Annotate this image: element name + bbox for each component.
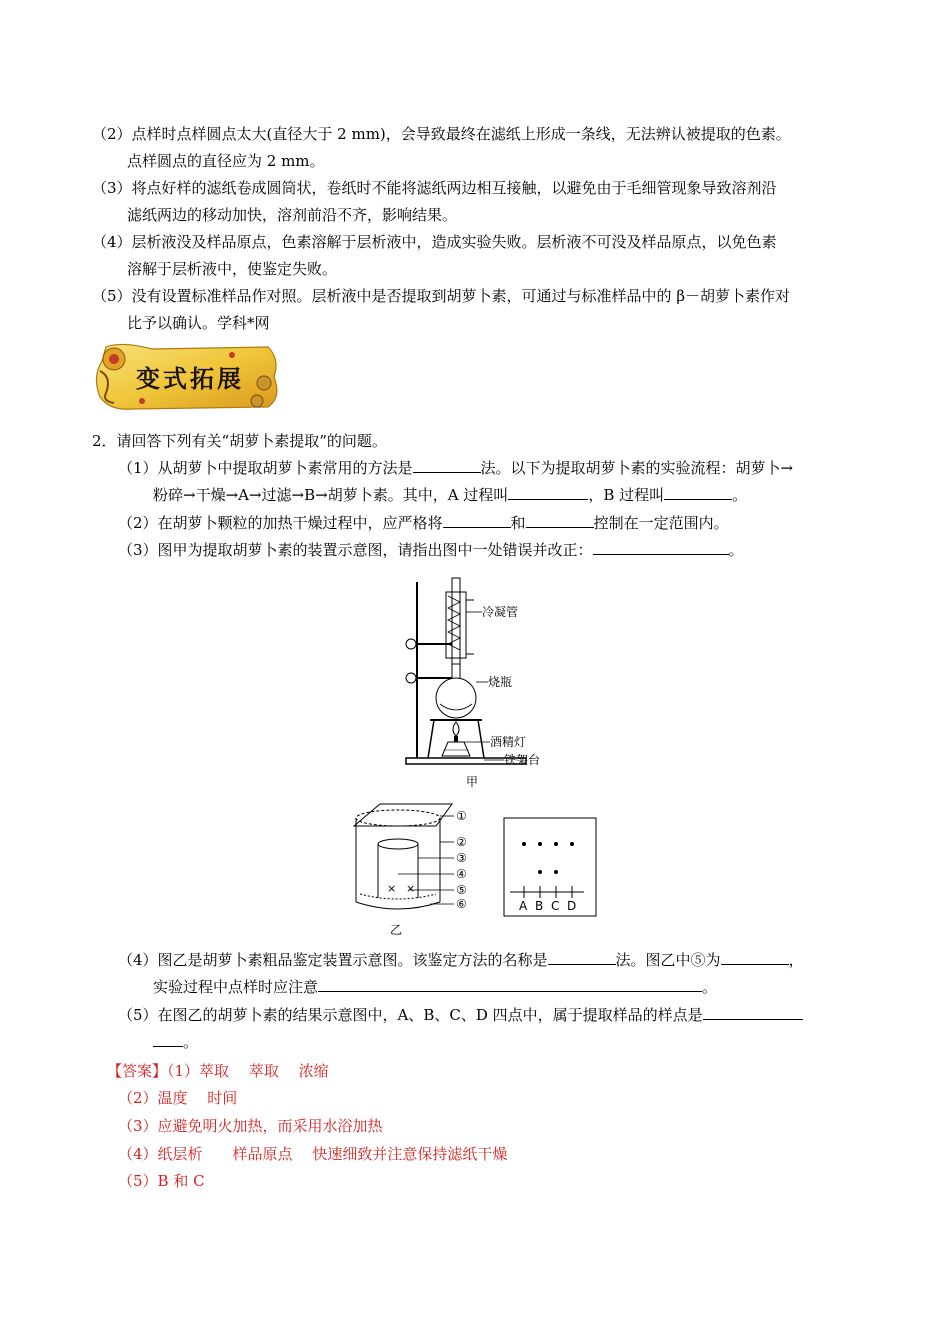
marker-1: ① bbox=[456, 809, 467, 823]
q1-blank-method bbox=[413, 458, 481, 473]
q4-text-b: 法。图乙中⑤为 bbox=[615, 951, 721, 969]
q1-text-e: 。 bbox=[732, 486, 748, 504]
question-part-4-line2 bbox=[153, 977, 717, 997]
marker-3: ③ bbox=[456, 851, 467, 865]
answer-2: （2）温度 时间 bbox=[118, 1089, 238, 1107]
q4-blank-method bbox=[548, 950, 616, 965]
q5-text-b: 。 bbox=[183, 1033, 199, 1051]
question-stem: 2．请回答下列有关“胡萝卜素提取”的问题。 bbox=[92, 432, 387, 450]
svg-text:×: × bbox=[406, 882, 416, 895]
label-condenser: 冷凝管 bbox=[482, 605, 519, 619]
question-part-4-line1 bbox=[118, 950, 804, 970]
q2-text-c: 控制在一定范围内。 bbox=[593, 514, 729, 532]
q4-blank-5 bbox=[721, 950, 789, 965]
figure-chromatography-b bbox=[340, 800, 600, 940]
q2-blank-1 bbox=[443, 513, 511, 528]
label-lamp: 酒精灯 bbox=[490, 735, 527, 749]
figure-apparatus-a bbox=[400, 570, 570, 790]
q1-text-a: （1）从胡萝卜中提取胡萝卜素常用的方法是 bbox=[118, 459, 413, 477]
question-part-5-line2 bbox=[153, 1032, 198, 1052]
answer-tag: 【答案】 bbox=[107, 1062, 168, 1080]
note-2-line2: 点样圆点的直径应为 2 mm。 bbox=[127, 152, 325, 170]
q4-blank-note bbox=[318, 977, 702, 992]
note-3-line2: 滤纸两边的移动加快，溶剂前沿不齐，影响结果。 bbox=[127, 206, 458, 224]
q1-blank-b bbox=[664, 485, 732, 500]
q1-text-b: 法。以下为提取胡萝卜素的实验流程：胡萝卜→ bbox=[480, 459, 794, 477]
q4-text-a: （4）图乙是胡萝卜素粗品鉴定装置示意图。该鉴定方法的名称是 bbox=[118, 951, 548, 969]
q3-text-a: （3）图甲为提取胡萝卜素的装置示意图，请指出图中一处错误并改正： bbox=[118, 541, 593, 559]
q5-blank bbox=[703, 1005, 803, 1020]
q2-blank-2 bbox=[526, 513, 594, 528]
note-2-line1: （2）点样时点样圆点太大(直径大于 2 mm)，会导致最终在滤纸上形成一条线，无法辨认被提取的色素。 bbox=[92, 125, 791, 143]
q2-text-b: 和 bbox=[510, 514, 526, 532]
point-c: C bbox=[551, 899, 560, 913]
svg-text:×: × bbox=[387, 882, 397, 895]
label-stand: 铁架台 bbox=[504, 753, 541, 767]
q1-text-d: ，B 过程叫 bbox=[588, 486, 665, 504]
answer-1: （1）萃取 萃取 浓缩 bbox=[167, 1062, 329, 1080]
answer-4: （4）纸层析 样品原点 快速细致并注意保持滤纸干燥 bbox=[118, 1145, 508, 1163]
question-part-5-line1 bbox=[118, 1005, 803, 1025]
answer-3: （3）应避免明火加热，而采用水浴加热 bbox=[118, 1117, 383, 1135]
label-flask: 烧瓶 bbox=[488, 675, 513, 689]
q4-text-c: ， bbox=[788, 951, 804, 969]
q2-text-a: （2）在胡萝卜颗粒的加热干燥过程中，应严格将 bbox=[118, 514, 443, 532]
note-4-line2: 溶解于层析液中，使鉴定失败。 bbox=[127, 260, 338, 278]
marker-2: ② bbox=[456, 835, 467, 849]
note-5-line1: （5）没有设置标准样品作对照。层析液中是否提取到胡萝卜素，可通过与标准样品中的 β－胡萝卜素作对 bbox=[92, 287, 790, 305]
caption-a: 甲 bbox=[466, 775, 479, 789]
caption-b: 乙 bbox=[390, 923, 403, 937]
q4-text-e: 。 bbox=[702, 978, 718, 996]
question-part-1-line2 bbox=[153, 485, 747, 505]
apparatus-drawing bbox=[400, 570, 570, 790]
q3-blank bbox=[593, 540, 729, 555]
banner-graphic bbox=[92, 341, 282, 413]
note-3-line1: （3）将点好样的滤纸卷成圆筒状，卷纸时不能将滤纸两边相互接触，以避免由于毛细管现象导致溶剂沿 bbox=[92, 179, 777, 197]
chromatography-drawing bbox=[340, 800, 600, 940]
question-part-3 bbox=[118, 540, 744, 560]
banner-title: 变式拓展 bbox=[136, 364, 244, 393]
marker-6: ⑥ bbox=[456, 897, 467, 911]
section-banner bbox=[92, 341, 282, 413]
note-4-line1: （4）层析液没及样品原点，色素溶解于层析液中，造成实验失败。层析液不可没及样品原点，以免色素 bbox=[92, 233, 777, 251]
q5-blank-cont bbox=[153, 1032, 183, 1047]
point-b: B bbox=[535, 899, 544, 913]
answer-5: （5）B 和 C bbox=[118, 1172, 205, 1190]
q4-text-d: 实验过程中点样时应注意 bbox=[153, 978, 319, 996]
q3-text-b: 。 bbox=[728, 541, 744, 559]
question-part-1-line1 bbox=[118, 458, 793, 478]
note-5-line2: 比予以确认。学科*网 bbox=[127, 314, 270, 332]
q5-text-a: （5）在图乙的胡萝卜素的结果示意图中，A、B、C、D 四点中，属于提取样品的样点是 bbox=[118, 1006, 703, 1024]
marker-5: ⑤ bbox=[456, 883, 467, 897]
point-d: D bbox=[567, 899, 577, 913]
q1-text-c: 粉碎→干燥→A→过滤→B→胡萝卜素。其中，A 过程叫 bbox=[153, 486, 509, 504]
question-part-2 bbox=[118, 513, 729, 533]
answer-line-1 bbox=[107, 1061, 329, 1081]
point-a: A bbox=[519, 899, 528, 913]
q1-blank-a bbox=[508, 485, 588, 500]
marker-4: ④ bbox=[456, 867, 467, 881]
